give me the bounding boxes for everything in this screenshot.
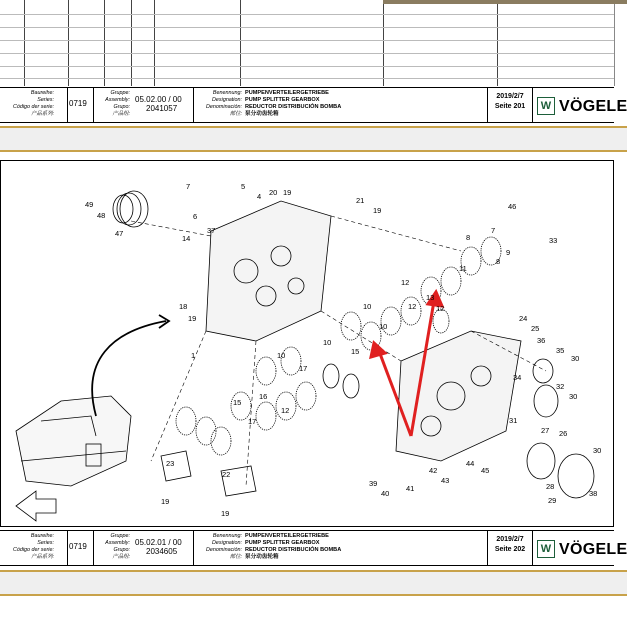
svg-text:7: 7 [491, 226, 496, 235]
svg-text:14: 14 [182, 234, 191, 243]
title-block-top [0, 87, 627, 123]
series-label: Baureihe: Series: Código der serie: 产品系列: [12, 533, 54, 560]
gearbox-illustration [1, 161, 613, 526]
svg-text:24: 24 [519, 314, 528, 323]
svg-text:40: 40 [381, 489, 390, 498]
svg-text:22: 22 [222, 470, 231, 479]
svg-text:8: 8 [466, 233, 471, 242]
grupo-value: 2034605 [146, 547, 178, 556]
svg-text:7: 7 [186, 182, 191, 191]
svg-text:21: 21 [356, 196, 365, 205]
svg-text:13: 13 [426, 293, 435, 302]
assembly-label: Gruppe: Assembly: Grupo: 产品组: [105, 90, 130, 117]
designation-label: Benennung: Designation: Denominación: 部位: [206, 90, 242, 117]
svg-text:11: 11 [459, 264, 467, 273]
svg-text:8: 8 [496, 257, 501, 266]
svg-text:10: 10 [323, 338, 332, 347]
svg-text:19: 19 [221, 509, 230, 518]
svg-text:31: 31 [509, 416, 518, 425]
svg-text:12: 12 [281, 406, 290, 415]
svg-text:23: 23 [166, 459, 175, 468]
svg-text:37: 37 [207, 226, 216, 235]
svg-text:29: 29 [548, 496, 557, 505]
svg-text:10: 10 [379, 322, 388, 331]
svg-text:19: 19 [161, 497, 170, 506]
assembly-value: 05.02.01 / 00 [135, 538, 182, 547]
title-block-bottom [0, 530, 627, 566]
svg-text:17: 17 [248, 417, 257, 426]
svg-text:33: 33 [549, 236, 558, 245]
name-en: PUMP SPLITTER GEARBOX [245, 540, 320, 546]
svg-text:10: 10 [363, 302, 372, 311]
exploded-view-drawing [0, 160, 614, 527]
svg-text:12: 12 [408, 302, 417, 311]
svg-text:19: 19 [283, 188, 292, 197]
name-es: REDUCTOR DISTRIBUCIÓN BOMBA [245, 104, 342, 110]
grupo-value: 2041057 [146, 104, 178, 113]
svg-text:30: 30 [571, 354, 580, 363]
svg-text:4: 4 [257, 192, 262, 201]
name-zh: 泵分动齿轮箱 [245, 111, 279, 117]
vogele-logo [537, 540, 627, 558]
svg-text:34: 34 [513, 373, 522, 382]
parts-list-table-top [0, 0, 615, 86]
name-de: PUMPENVERTEILERGETRIEBE [245, 533, 329, 539]
svg-text:44: 44 [466, 459, 475, 468]
svg-text:43: 43 [441, 476, 450, 485]
svg-text:41: 41 [406, 484, 415, 493]
svg-text:16: 16 [259, 392, 268, 401]
svg-text:39: 39 [369, 479, 378, 488]
svg-text:19: 19 [373, 206, 382, 215]
page-gap [0, 128, 627, 150]
date: 2019/2/7 [496, 93, 524, 100]
svg-text:19: 19 [188, 314, 197, 323]
svg-text:5: 5 [241, 182, 246, 191]
name-es: REDUCTOR DISTRIBUCIÓN BOMBA [245, 547, 342, 553]
svg-text:20: 20 [269, 188, 278, 197]
svg-text:38: 38 [589, 489, 598, 498]
svg-text:15: 15 [233, 398, 242, 407]
svg-text:45: 45 [481, 466, 490, 475]
svg-text:49: 49 [85, 200, 94, 209]
page-gap [0, 572, 627, 594]
svg-text:46: 46 [508, 202, 517, 211]
vogele-emblem-icon: W [537, 540, 555, 558]
divider [0, 150, 627, 152]
date: 2019/2/7 [496, 536, 524, 543]
svg-text:27: 27 [541, 426, 550, 435]
svg-text:35: 35 [556, 346, 565, 355]
svg-text:12: 12 [401, 278, 410, 287]
name-de: PUMPENVERTEILERGETRIEBE [245, 90, 329, 96]
vogele-logo [537, 97, 627, 115]
name-en: PUMP SPLITTER GEARBOX [245, 97, 320, 103]
svg-text:48: 48 [97, 211, 106, 220]
svg-text:42: 42 [429, 466, 438, 475]
svg-text:17: 17 [299, 364, 308, 373]
name-zh: 泵分动齿轮箱 [245, 554, 279, 560]
svg-text:6: 6 [193, 212, 198, 221]
series-value: 0719 [69, 99, 87, 108]
top-rule [383, 0, 627, 4]
page-number: Seite 202 [494, 546, 526, 553]
svg-text:9: 9 [506, 248, 511, 257]
designation-label: Benennung: Designation: Denominación: 部位: [206, 533, 242, 560]
series-label: Baureihe: Series: Código der serie: 产品系列: [12, 90, 54, 117]
assembly-label: Gruppe: Assembly: Grupo: 产品组: [105, 533, 130, 560]
svg-text:36: 36 [537, 336, 546, 345]
divider [0, 594, 627, 596]
svg-text:18: 18 [179, 302, 188, 311]
svg-text:30: 30 [593, 446, 602, 455]
page-number: Seite 201 [494, 103, 526, 110]
svg-text:12: 12 [436, 304, 445, 313]
svg-text:32: 32 [556, 382, 565, 391]
logo-text: VÖGELE [559, 540, 627, 558]
svg-text:10: 10 [277, 351, 286, 360]
svg-text:47: 47 [115, 229, 124, 238]
vogele-emblem-icon: W [537, 97, 555, 115]
svg-text:30: 30 [569, 392, 578, 401]
series-value: 0719 [69, 542, 87, 551]
svg-text:28: 28 [546, 482, 555, 491]
svg-text:1: 1 [191, 351, 196, 360]
svg-text:26: 26 [559, 429, 568, 438]
svg-text:25: 25 [531, 324, 540, 333]
assembly-value: 05.02.00 / 00 [135, 95, 182, 104]
logo-text: VÖGELE [559, 97, 627, 115]
svg-text:15: 15 [351, 347, 360, 356]
